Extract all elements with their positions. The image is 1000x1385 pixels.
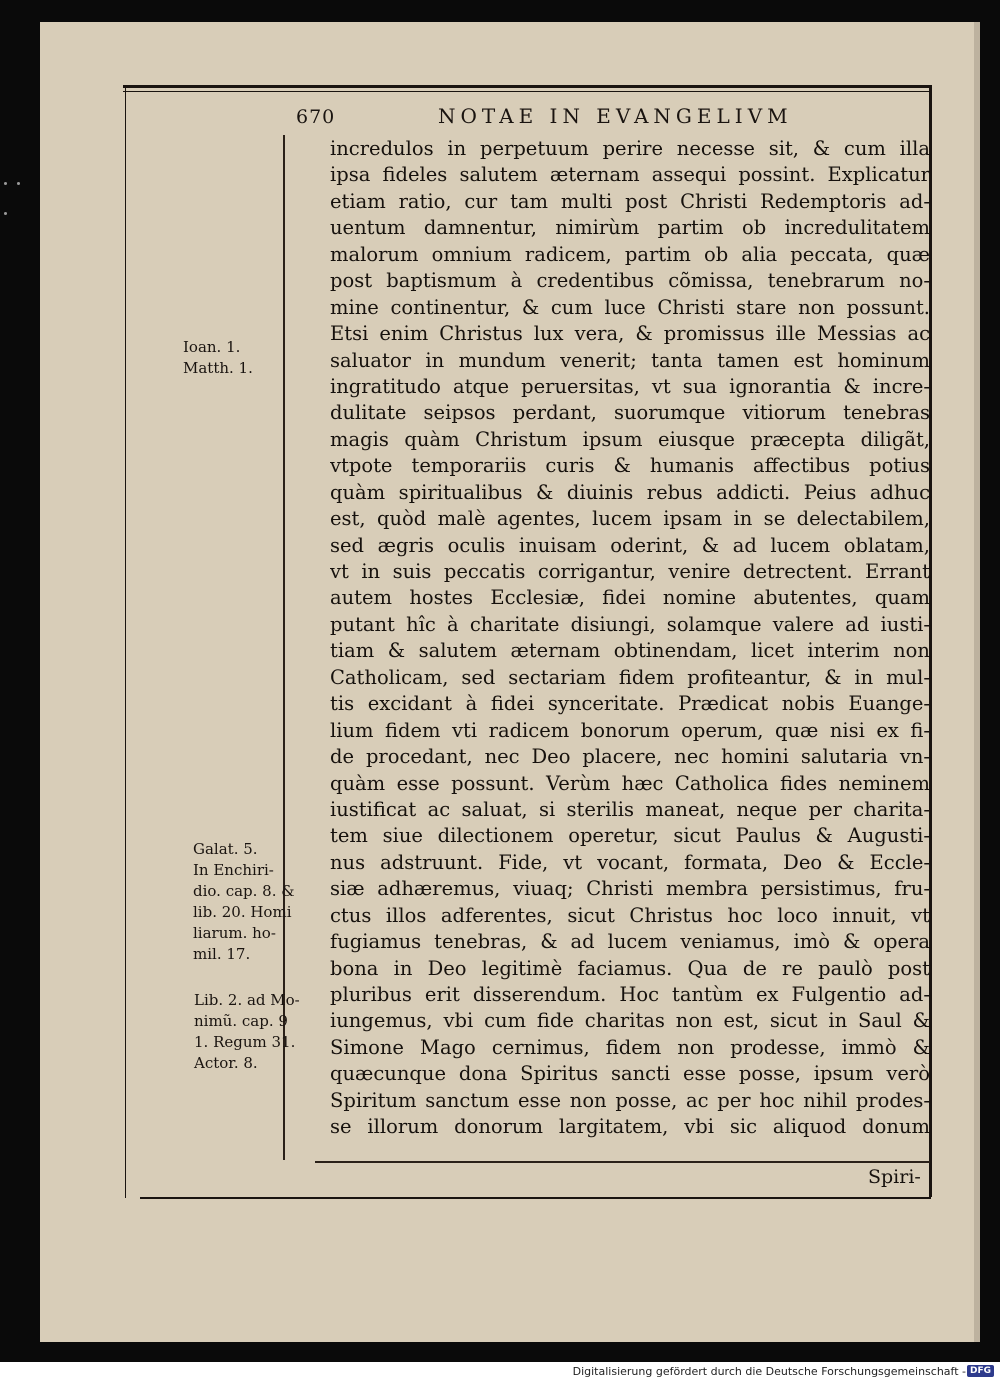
- margin-note-line: Matth. 1.: [183, 359, 253, 377]
- text-line: tem siue dilectionem operetur, sicut Paulus & Augusti-: [330, 824, 930, 848]
- text-line: ipsa fideles salutem æternam assequi possint. Explicatur: [330, 163, 930, 187]
- catchword: Spiri-: [868, 1166, 921, 1188]
- frame-rule-bottom: [140, 1197, 931, 1199]
- frame-rule-left: [125, 88, 126, 1198]
- text-line: saluator in mundum venerit; tanta tamen est hominum: [330, 348, 930, 372]
- text-line: est, quòd malè agentes, lucem ipsam in se delectabilem,: [330, 507, 930, 531]
- text-line: autem hostes Ecclesiæ, fidei nomine abutentes, quam: [330, 586, 930, 610]
- text-line: ingratitudo atque peruersitas, vt sua ignorantia & incre-: [330, 374, 930, 398]
- margin-note-line: mil. 17.: [193, 945, 251, 963]
- text-line: bona in Deo legitimè faciamus. Qua de re paulò post: [330, 956, 930, 980]
- text-line: siæ adhæremus, viuaq; Christi membra persistimus, fru-: [330, 877, 930, 901]
- text-line: fugiamus tenebras, & ad lucem veniamus, imò & opera: [330, 930, 930, 954]
- scan-artifact-dot: [4, 182, 7, 185]
- text-line: vtpote temporariis curis & humanis affectibus potius: [330, 454, 930, 478]
- text-line: quàm spiritualibus & diuinis rebus addicti. Peius adhuc: [330, 480, 930, 504]
- text-line: se illorum donorum largitatem, vbi sic aliquod donum: [330, 1115, 930, 1139]
- text-line: putant hîc à charitate disiungi, solamque valere ad iusti-: [330, 612, 930, 636]
- text-line: pluribus erit disserendum. Hoc tantùm ex Fulgentio ad-: [330, 983, 930, 1006]
- margin-note-line: In Enchiri-: [193, 861, 274, 879]
- text-line: tis excidant à fidei synceritate. Prædicat nobis Euange-: [330, 692, 930, 716]
- margin-note-line: 1. Regum 31.: [194, 1033, 296, 1051]
- margin-note-line: Lib. 2. ad Mo-: [194, 991, 300, 1009]
- margin-note-line: Actor. 8.: [194, 1054, 258, 1072]
- margin-note-line: lib. 20. Homi: [193, 903, 292, 921]
- text-line: ctus illos adferentes, sicut Christus hoc loco innuit, vt: [330, 903, 930, 927]
- text-line: malorum omnium radicem, partim ob alia peccata, quæ: [330, 242, 930, 266]
- text-line: incredulos in perpetuum perire necesse sit, & cum illa: [330, 137, 930, 160]
- dfg-logo: DFG: [967, 1365, 994, 1377]
- text-line: tiam & salutem æternam obtinendam, licet interim non: [330, 639, 930, 663]
- margin-note-lib: [194, 990, 300, 1074]
- text-line: Simone Mago cernimus, fidem non prodesse, immò &: [330, 1035, 930, 1059]
- margin-note-galat: [193, 839, 295, 965]
- running-head: NOTAE IN EVANGELIVM: [438, 104, 793, 128]
- text-line: sed ægris oculis inuisam oderint, & ad lucem oblatam,: [330, 533, 930, 557]
- text-line: iustificat ac saluat, si sterilis maneat, neque per charita-: [330, 797, 930, 821]
- scan-artifact-dot: [4, 212, 7, 215]
- frame-rule-top-inner: [123, 91, 931, 92]
- text-line: quàm esse possunt. Verùm hæc Catholica fides neminem: [330, 771, 930, 795]
- footer-credit: Digitalisierung gefördert durch die Deutsche Forschungsgemeinschaft -: [572, 1365, 966, 1378]
- margin-note-line: nimũ. cap. 9: [194, 1012, 288, 1030]
- text-line: nus adstruunt. Fide, vt vocant, formata, Deo & Eccle-: [330, 850, 930, 874]
- text-line: Spiritum sanctum esse non posse, ac per hoc nihil prodes-: [330, 1088, 930, 1112]
- text-line: vt in suis peccatis corrigantur, venire detrectent. Errant: [330, 560, 930, 583]
- footer-bar: [0, 1362, 1000, 1385]
- text-line: lium fidem vti radicem bonorum operum, quæ nisi ex fi-: [330, 718, 930, 742]
- text-line: iungemus, vbi cum fide charitas non est, sicut in Saul &: [330, 1009, 930, 1033]
- text-line: uentum damnentur, nimirùm partim ob incredulitatem: [330, 216, 930, 240]
- text-line: quæcunque dona Spiritus sancti esse posse, ipsum verò: [330, 1062, 930, 1086]
- text-line: post baptismum à credentibus cõmissa, tenebrarum no-: [330, 269, 930, 293]
- text-line: magis quàm Christum ipsum eiusque præcepta diligãt,: [330, 427, 930, 451]
- text-line: etiam ratio, cur tam multi post Christi Redemptoris ad-: [330, 189, 930, 213]
- body-text: [330, 136, 930, 1141]
- page-number: 670: [296, 106, 336, 128]
- margin-note-ioan: [183, 337, 253, 379]
- margin-note-line: liarum. ho-: [193, 924, 276, 942]
- scan-artifact-dot: [17, 182, 20, 185]
- text-line: mine continentur, & cum luce Christi stare non possunt.: [330, 295, 930, 319]
- margin-note-line: Ioan. 1.: [183, 338, 241, 356]
- text-line: dulitate seipsos perdant, suorumque vitiorum tenebras: [330, 401, 930, 425]
- text-line: Etsi enim Christus lux vera, & promissus ille Messias ac: [330, 322, 930, 346]
- margin-note-line: dio. cap. 8. &: [193, 882, 295, 900]
- text-line: de procedant, nec Deo placere, nec homini salutaria vn-: [330, 745, 930, 769]
- frame-rule-top: [123, 85, 931, 88]
- text-line: Catholicam, sed sectariam fidem profiteantur, & in mul-: [330, 665, 930, 689]
- text-bottom-rule: [315, 1161, 930, 1163]
- margin-note-line: Galat. 5.: [193, 840, 258, 858]
